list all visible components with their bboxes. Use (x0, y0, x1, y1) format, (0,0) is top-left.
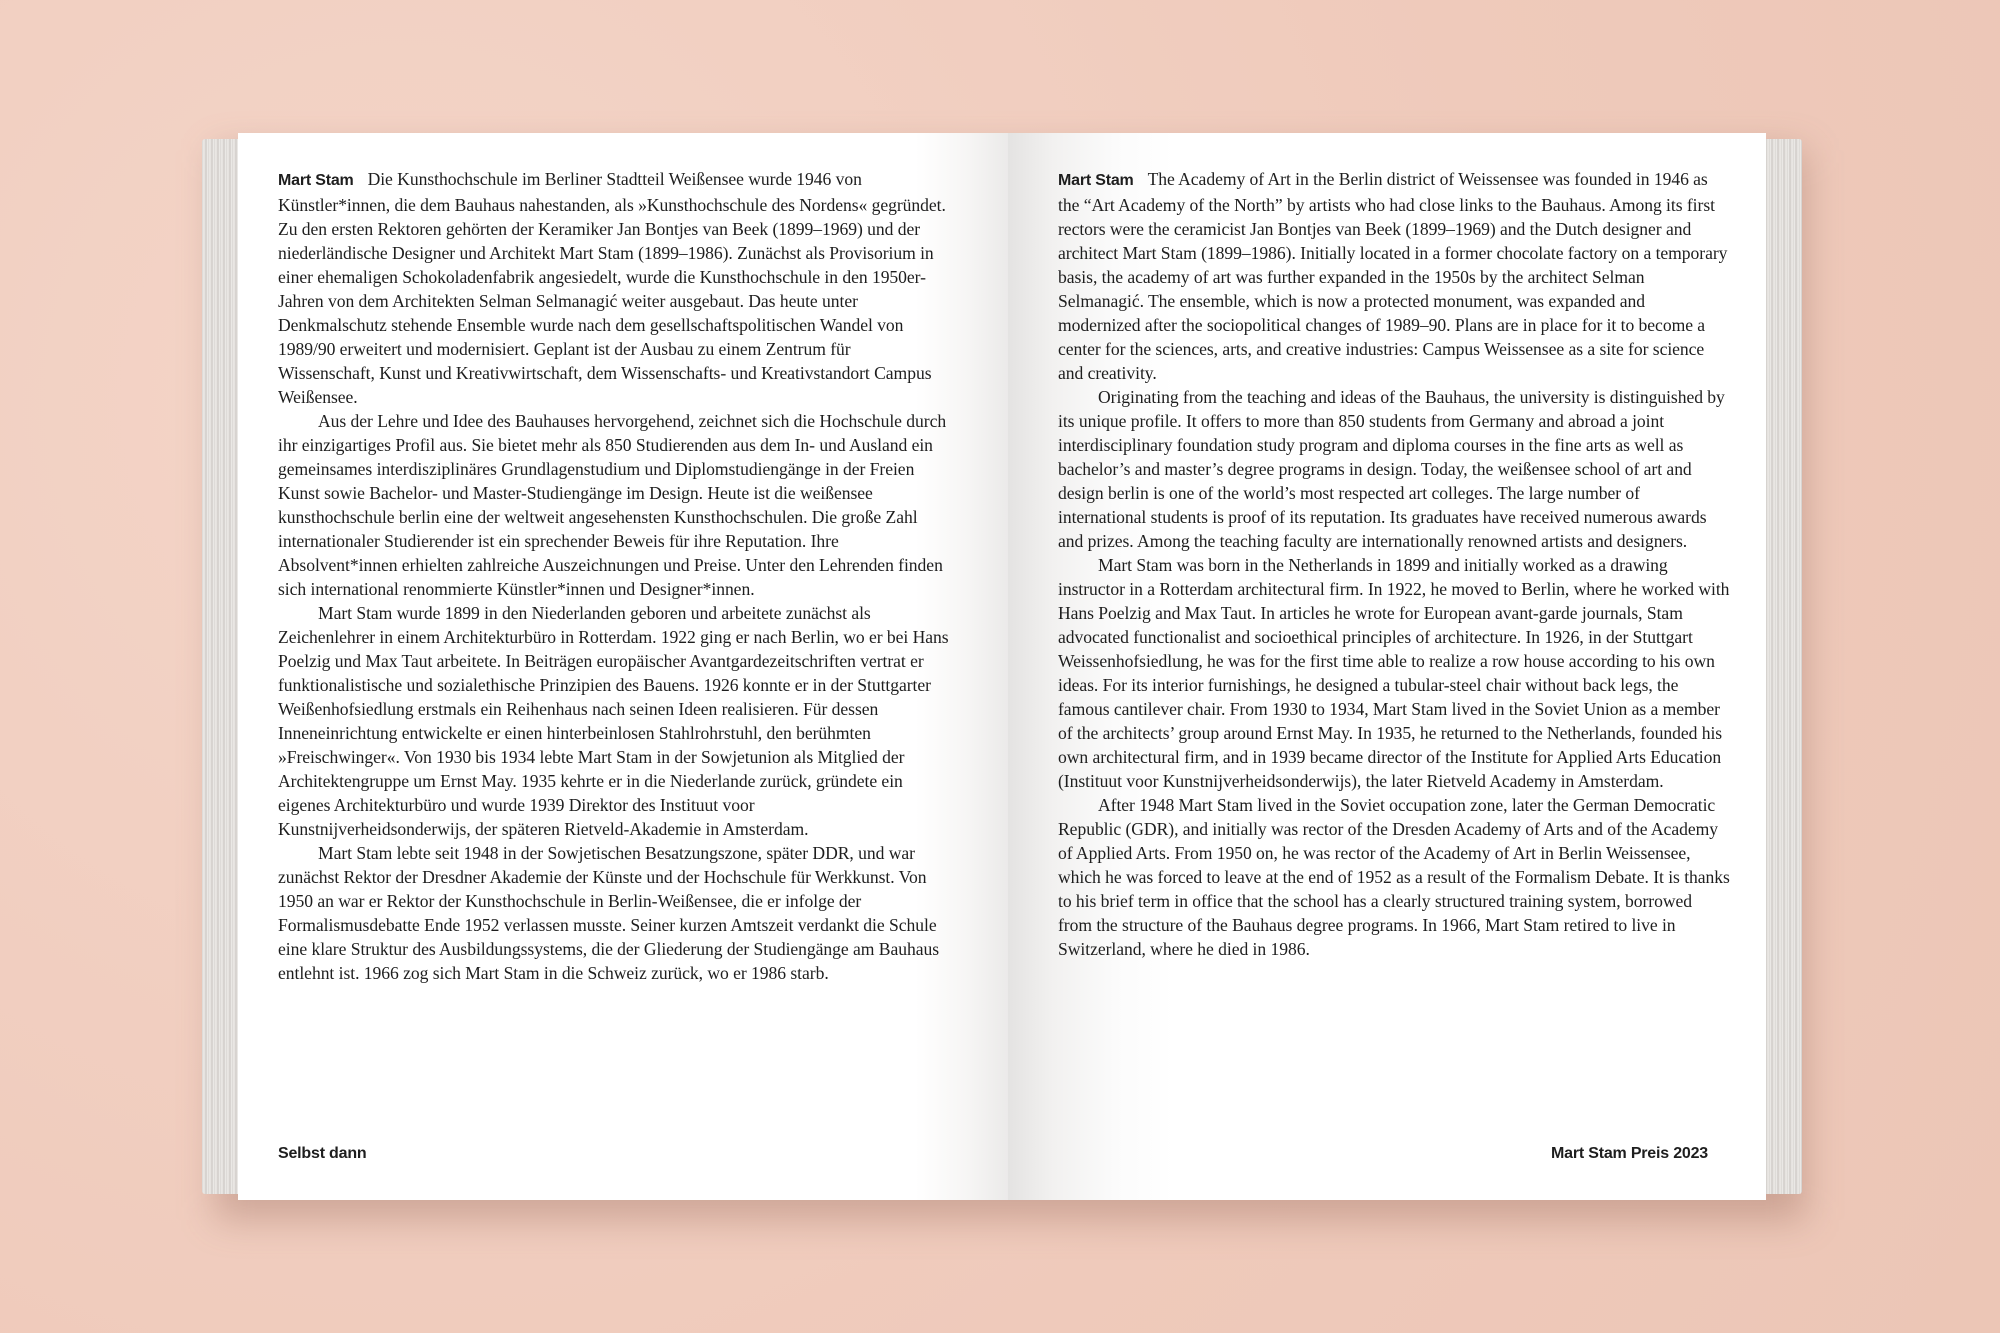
right-paragraph-4: After 1948 Mart Stam lived in the Soviet occupation zone, later the German Democratic Republic (GDR), and initially was rector of the Dresden Academy of Arts and of the Academy of Applied Arts. From 1950 on, he was rector of the Academy of Art in Berlin Weissensee, which he was forced to leave at the end of 1952 as a result of the Formalism Debate. It is thanks to his brief term in office that the school has a clearly structured training system, borrowed from the structure of the Bauhaus degree programs. In 1966, Mart Stam retired to live in Switzerland, where he died in 1986. (1058, 795, 1730, 959)
right-page-text (1058, 167, 1730, 961)
page-edge-right (1764, 139, 1802, 1194)
left-lead-heading: Mart Stam (278, 172, 354, 189)
left-page (238, 133, 1008, 1200)
open-book (202, 133, 1802, 1200)
right-paragraph-2: Originating from the teaching and ideas of the Bauhaus, the university is distinguished by its unique profile. It offers to more than 850 students from Germany and abroad a joint interdisciplinary foundation study program and diploma courses in the fine arts as well as bachelor’s and master’s degree programs in design. Today, the weißensee school of art and design berlin is one of the world’s most respected art colleges. The large number of international students is proof of its reputation. Its graduates have received numerous awards and prizes. Among the teaching faculty are internationally renowned artists and designers. (1058, 387, 1725, 551)
left-page-footer: Selbst dann (278, 1145, 367, 1162)
left-paragraph-3: Mart Stam wurde 1899 in den Niederlanden geboren und arbeitete zunächst als Zeichenlehrer in einem Architekturbüro in Rotterdam. 1922 ging er nach Berlin, wo er bei Hans Poelzig und Max Taut arbeitete. In Beiträgen europäischer Avantgardezeitschriften vertrat er funktionalistische und sozialethische Prinzipien des Bauens. 1926 konnte er in der Stuttgarter Weißenhofsiedlung erstmals ein Reihenhaus nach seinen Ideen realisieren. Für dessen Inneneinrichtung entwickelte er einen hinterbeinlosen Stahlrohrstuhl, den berühmten »Freischwinger«. Von 1930 bis 1934 lebte Mart Stam in der Sowjetunion als Mitglied der Architektengruppe um Ernst May. 1935 kehrte er in die Niederlande zurück, gründete ein eigenes Architekturbüro und wurde 1939 Direktor des Instituut voor Kunstnijverheidsonderwijs, der späteren Rietveld-Akademie in Amsterdam. (278, 603, 949, 839)
left-paragraph-1-text: Die Kunsthochschule im Berliner Stadtteil Weißensee wurde 1946 von Künstler*innen, die dem Bauhaus nahestanden, als »Kunsthochschule des Nordens« gegründet. Zu den ersten Rektoren gehörten der Keramiker Jan Bontjes van Beek (1899–1969) und der niederländische Designer und Architekt Mart Stam (1899–1986). Zunächst als Provisorium in einer ehemaligen Schokoladenfabrik angesiedelt, wurde die Kunsthochschule in den 1950er-Jahren von dem Architekten Selman Selmanagić weiter ausgebaut. Das heute unter Denkmalschutz stehende Ensemble wurde nach dem gesellschaftspolitischen Wandel von 1989/90 erweitert und modernisiert. Geplant ist der Ausbau zu einem Zentrum für Wissenschaft, Kunst und Kreativwirtschaft, dem Wissenschafts- und Kreativstandort Campus Weißensee. (278, 169, 946, 407)
left-paragraph-2: Aus der Lehre und Idee des Bauhauses hervorgehend, zeichnet sich die Hochschule durch ihr einzigartiges Profil aus. Sie bietet mehr als 850 Studierenden aus dem In- und Ausland ein gemeinsames interdisziplinäres Grundlagenstudium und Diplomstudiengänge in der Freien Kunst sowie Bachelor- und Master-Studiengänge im Design. Heute ist die weißensee kunsthochschule berlin eine der weltweit angesehensten Kunsthochschulen. Die große Zahl internationaler Studierender ist ein sprechender Beweis für ihre Reputation. Ihre Absolvent*innen erhielten zahlreiche Auszeichnungen und Preise. Unter den Lehrenden finden sich international renommierte Künstler*innen und Designer*innen. (278, 411, 947, 599)
right-page (1008, 133, 1766, 1200)
page-edge-left (202, 139, 242, 1194)
right-paragraph-1-text: The Academy of Art in the Berlin district of Weissensee was founded in 1946 as the “Art Academy of the North” by artists who had close links to the Bauhaus. Among its first rectors were the ceramicist Jan Bontjes van Beek (1899–1969) and the Dutch designer and architect Mart Stam (1899–1986). Initially located in a former chocolate factory on a temporary basis, the academy of art was further expanded in the 1950s by the architect Selman Selmanagić. The ensemble, which is now a protected monument, was expanded and modernized after the sociopolitical changes of 1989–90. Plans are in place for it to become a center for the sciences, arts, and creative industries: Campus Weissensee as a site for science and creativity. (1058, 169, 1728, 383)
left-paragraph-1 (278, 167, 950, 409)
left-paragraph-4: Mart Stam lebte seit 1948 in der Sowjetischen Besatzungszone, später DDR, und war zunächst Rektor der Dresdner Akademie der Künste und der Hochschule für Werkkunst. Von 1950 an war er Rektor der Kunsthochschule in Berlin-Weißensee, die er infolge der Formalismusdebatte Ende 1952 verlassen musste. Seiner kurzen Amtszeit verdankt die Schule eine klare Struktur des Ausbildungssystems, die der Gliederung der Studiengänge am Bauhaus entlehnt ist. 1966 zog sich Mart Stam in die Schweiz zurück, wo er 1986 starb. (278, 843, 939, 983)
right-lead-heading: Mart Stam (1058, 172, 1134, 189)
left-page-text (278, 167, 950, 985)
right-paragraph-3: Mart Stam was born in the Netherlands in 1899 and initially worked as a drawing instructor in a Rotterdam architectural firm. In 1922, he moved to Berlin, where he worked with Hans Poelzig and Max Taut. In articles he wrote for European avant-garde journals, Stam advocated functionalist and socioethical principles of architecture. In 1926, in der Stuttgart Weissenhofsiedlung, he was for the first time able to realize a row house according to his own ideas. For its interior furnishings, he designed a tubular-steel chair without back legs, the famous cantilever chair. From 1930 to 1934, Mart Stam lived in the Soviet Union as a member of the architects’ group around Ernst May. In 1935, he returned to the Netherlands, founded his own architectural firm, and in 1939 became director of the Institute for Applied Arts Education (Instituut voor Kunstnijverheidsonderwijs), the later Rietveld Academy in Amsterdam. (1058, 555, 1730, 791)
right-paragraph-1 (1058, 167, 1730, 385)
right-page-footer: Mart Stam Preis 2023 (1551, 1145, 1708, 1162)
